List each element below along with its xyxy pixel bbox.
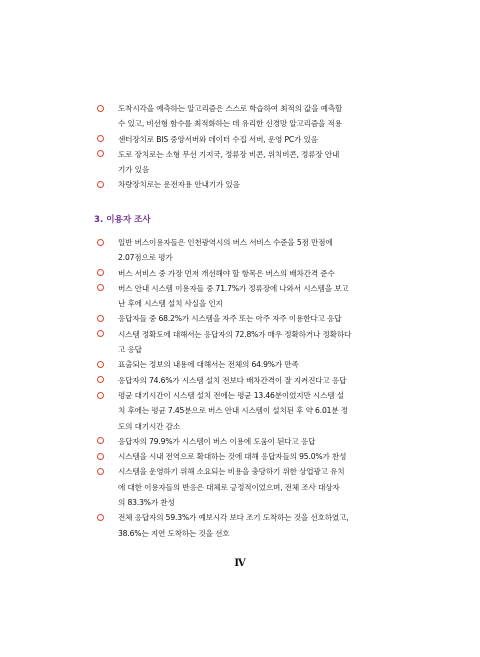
list-item-text-line: 도의 대기시간 감소 <box>118 421 181 431</box>
bullet-circle-icon <box>97 269 104 276</box>
list-item-text-line: 2.07점으로 평가 <box>118 253 173 263</box>
list-item <box>95 510 403 541</box>
list-item <box>95 101 403 132</box>
list-item-text-line: 센터장치로 BIS 중앙서버와 데이터 수집 서버, 운영 PC가 있음 <box>118 134 318 144</box>
list-item-text-line: 시스템을 시내 전역으로 확대하는 것에 대해 응답자들의 95.0%가 찬성 <box>118 452 347 462</box>
bullet-circle-icon <box>97 437 104 444</box>
bullet-circle-icon <box>97 135 104 142</box>
list-item-text-line: 시스템을 운영하기 위해 소요되는 비용을 충당하기 위한 상업광고 유치 <box>118 467 345 477</box>
list-item-text-line: 일반 버스이용자들은 인천광역시의 버스 서비스 수준을 5점 만점에 <box>118 238 333 247</box>
list-item <box>95 311 403 326</box>
list-item <box>95 357 403 372</box>
list-item-text-line: 도로 장치로는 소형 무선 기지국, 정류장 비콘, 위치비콘, 정류장 안내 <box>118 149 340 159</box>
bullet-circle-icon <box>97 453 104 460</box>
bullet-circle-icon <box>97 315 104 322</box>
list-item <box>95 327 403 358</box>
list-item-text-line: 수 있고, 비선형 함수를 최적화하는 데 유리한 신경망 알고리즘을 적용 <box>118 119 342 129</box>
list-item <box>95 235 403 266</box>
list-item-text-line: 에 대한 이용자들의 반응은 대체로 긍정적이었으며, 전체 조사 대상자 <box>118 482 340 492</box>
list-item-text-line: 버스 안내 시스템 이용자들 중 71.7%가 정류장에 나와서 시스템을 보고 <box>118 283 349 293</box>
list-item-text-line: 고 응답 <box>118 345 142 355</box>
list-item-text-line: 38.6%는 지연 도착하는 것을 선호 <box>118 528 230 538</box>
bullet-circle-icon <box>97 239 104 246</box>
bullet-circle-icon <box>97 284 104 291</box>
section-heading: 3. 이용자 조사 <box>94 215 151 225</box>
list-item <box>95 434 403 449</box>
list-item-text-line: 응답자의 79.9%가 시스템이 버스 이용에 도움이 된다고 응답 <box>118 436 316 446</box>
bullet-circle-icon <box>97 361 104 368</box>
bullet-circle-icon <box>97 376 104 383</box>
list-item <box>95 266 403 281</box>
list-item-text-line: 시스템 정확도에 대해서는 응답자의 72.8%가 매우 정확하거나 정확하다 <box>118 329 352 339</box>
list-item-text-line: 난 후에 시스템 설치 사실을 인지 <box>118 299 223 309</box>
user-survey-list <box>95 235 403 541</box>
list-item <box>95 388 403 434</box>
bullet-circle-icon <box>97 330 104 337</box>
bullet-circle-icon <box>97 105 104 112</box>
list-item-text-line: 의 83.3%가 찬성 <box>118 498 175 508</box>
list-item-text-line: 기가 있음 <box>118 165 150 175</box>
list-item-text-line: 전체 응답자의 59.3%가 예보시각 보다 조기 도착하는 것을 선호하였고, <box>118 513 349 523</box>
list-item <box>95 281 403 312</box>
bullet-circle-icon <box>97 468 104 475</box>
system-summary-list <box>95 101 403 193</box>
bullet-circle-icon <box>97 150 104 157</box>
list-item-text-line: 치 후에는 평균 7.45분으로 버스 안내 시스템이 설치된 후 약 6.01분 정 <box>118 406 348 416</box>
list-item <box>95 449 403 464</box>
list-item-text-line: 응답자의 74.6%가 시스템 설치 전보다 배차간격이 잘 지켜진다고 응답 <box>118 375 347 385</box>
list-item <box>95 464 403 510</box>
bullet-circle-icon <box>97 181 104 188</box>
list-item <box>95 373 403 388</box>
list-item-text-line: 표출되는 정보의 내용에 대해서는 전체의 64.9%가 만족 <box>118 360 299 370</box>
list-item <box>95 147 403 178</box>
list-item-text-line: 응답자들 중 68.2%가 시스템을 자주 또는 아주 자주 이용한다고 응답 <box>118 314 342 324</box>
list-item-text-line: 차량장치로는 운전자용 안내기가 있음 <box>118 180 240 190</box>
list-item-text-line: 버스 서비스 중 가장 먼저 개선해야 할 항목은 버스의 배차간격 준수 <box>118 268 335 278</box>
list-item-text-line: 도착시각을 예측하는 알고리즘은 스스로 학습하여 최적의 값을 예측할 <box>118 104 343 113</box>
list-item <box>95 177 403 192</box>
list-item-text-line: 평균 대기시간이 시스템 설치 전에는 평균 13.46분이었지만 시스템 설 <box>118 390 344 400</box>
bullet-circle-icon <box>97 514 104 521</box>
page-number: Ⅳ <box>234 558 246 569</box>
list-item <box>95 132 403 147</box>
bullet-circle-icon <box>97 392 104 399</box>
